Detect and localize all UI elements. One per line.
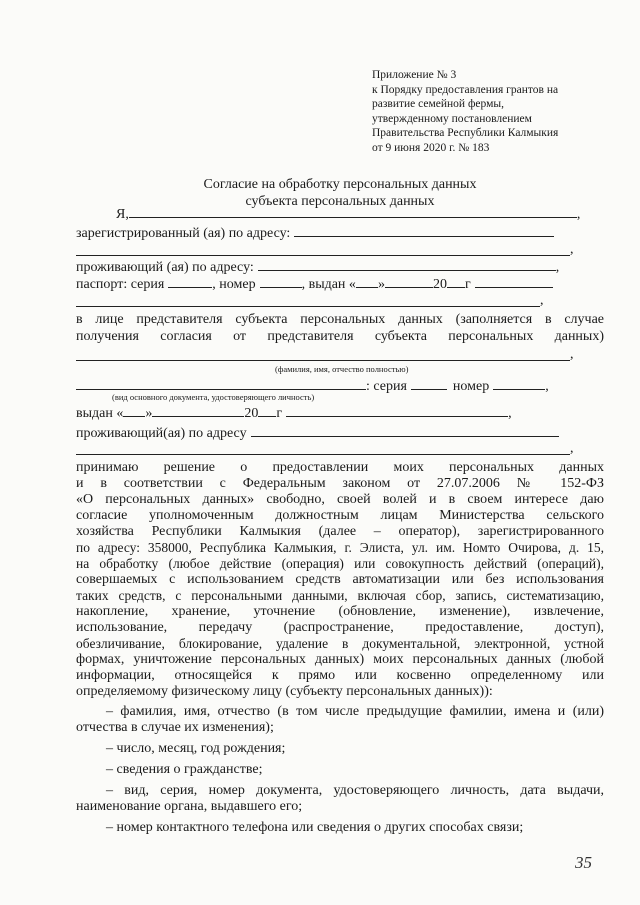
representative-fio-blank[interactable] (76, 360, 570, 361)
appendix-line: от 9 июня 2020 г. № 183 (372, 141, 490, 154)
comma: , (570, 441, 574, 456)
rep-living-address-blank[interactable] (251, 424, 559, 437)
rep-issued-month-blank[interactable] (152, 404, 244, 417)
appendix-line: к Порядку предоставления грантов на (372, 83, 559, 96)
list-item: – номер контактного телефона или сведения о других способах связи; (106, 820, 524, 835)
year-suffix: г (464, 277, 471, 292)
rep-number-label: номер (452, 379, 490, 394)
rep-issued-label: выдан « (76, 406, 124, 421)
comma: , (570, 347, 574, 362)
appendix-line: утвержденному постановлением (372, 112, 532, 125)
body-line: таких средств, с персональными данными, включая сбор, запись, систематизацию, (76, 588, 604, 603)
rep-series-blank[interactable] (411, 377, 447, 390)
representative-line-1: в лице представителя субъекта персональных данных (заполняется в случае (76, 312, 604, 327)
body-line: и в соответствии с Федеральным законом от 27.07.2006 № 152-ФЗ (76, 476, 604, 491)
name-blank[interactable] (129, 205, 577, 218)
appendix-line: развитие семейной фермы, (372, 98, 504, 111)
fio-caption: (фамилия, имя, отчество полностью) (275, 364, 409, 374)
rep-number-blank[interactable] (493, 377, 545, 390)
rep-series-label: : серия (366, 379, 407, 394)
passport-series-blank[interactable] (168, 275, 212, 288)
body-line: использование, передачу (распространение, предоставление, доступ), (76, 620, 604, 635)
body-line: хозяйства Республики Калмыкия (далее – оператор), зарегистрированного (76, 524, 604, 539)
title-line-1: Согласие на обработку персональных данных (203, 177, 477, 192)
quote-close: » (377, 277, 385, 292)
comma: , (545, 379, 549, 394)
appendix-line: Приложение № 3 (372, 69, 457, 81)
comma: , (555, 260, 560, 275)
body-line: информации, относящейся к прямо или косвенно определенному или (76, 668, 604, 683)
rep-living-address-blank-2[interactable] (76, 454, 570, 455)
registered-label: зарегистрированный (ая) по адресу: (76, 226, 291, 241)
body-line: «О персональных данных» свободно, своей волей и в своем интересе даю (76, 492, 604, 507)
comma: , (508, 406, 512, 421)
body-line: формах, уничтожение персональных данных) моих персональных данных (любой (76, 652, 604, 667)
body-line: определяемому физическому лицу (субъекту персональных данных)): (76, 684, 493, 699)
living-address-blank[interactable] (258, 258, 556, 271)
year-suffix: г (276, 406, 283, 421)
body-line: принимаю решение о предоставлении моих персональных данных (76, 460, 604, 475)
registered-address-blank-2[interactable] (76, 255, 570, 256)
rep-issued-by-blank[interactable] (286, 404, 508, 417)
ya-label: Я, (116, 207, 129, 222)
list-item: – фамилия, имя, отчество (в том числе предыдущие фамилии, имена и (или) (106, 704, 604, 719)
passport-issued-by-blank-2[interactable] (76, 306, 540, 307)
list-item: – сведения о гражданстве; (106, 762, 263, 777)
passport-number-blank[interactable] (260, 275, 302, 288)
form-line-name (116, 205, 580, 223)
body-line: согласие уполномоченным должностным лицам Министерства сельского (76, 508, 604, 523)
form-line-passport (76, 275, 553, 293)
rep-issued-year-blank[interactable] (258, 404, 276, 417)
list-item: отчества в случае их изменения); (76, 720, 274, 735)
passport-series-label: паспорт: серия (76, 277, 165, 292)
form-line-registered (76, 224, 554, 242)
body-line: по адресу: 358000, Республика Калмыкия, г. Элиста, ул. им. Номто Очирова, д. 15, (76, 540, 604, 555)
rep-issued-day-blank[interactable] (123, 404, 145, 417)
representative-line-2: получения согласия от представителя субъекта персональных данных) (76, 329, 604, 344)
form-line-rep-issued (76, 404, 512, 422)
comma: , (540, 293, 544, 308)
body-line: накопление, хранение, уточнение (обновление, изменение), извлечение, (76, 604, 604, 619)
body-line: совершаемых с использованием средств автоматизации или без использования (76, 572, 604, 587)
passport-number-label: , номер (212, 277, 256, 292)
page-number: 35 (575, 853, 592, 872)
year-prefix: 20 (432, 277, 447, 292)
appendix-line: Правительства Республики Калмыкия (372, 127, 559, 140)
rep-document-type-blank[interactable] (76, 377, 366, 390)
title-line-2: субъекта персональных данных (245, 194, 435, 209)
rep-living-label: проживающий(ая) по адресу (76, 426, 247, 441)
quote-close: » (145, 406, 153, 421)
list-item: – вид, серия, номер документа, удостоверяющего личность, дата выдачи, (106, 783, 604, 798)
body-line: обезличивание, блокирование, удаление в документальной, электронной, устной (76, 636, 604, 651)
living-label: проживающий (ая) по адресу: (76, 260, 254, 275)
year-prefix: 20 (244, 406, 259, 421)
comma: , (576, 207, 581, 222)
registered-address-blank[interactable] (294, 224, 554, 237)
form-line-living (76, 258, 559, 276)
list-item: – число, месяц, год рождения; (106, 741, 286, 756)
form-line-rep-living (76, 424, 559, 442)
issued-by-blank[interactable] (475, 275, 553, 288)
comma: , (570, 242, 574, 257)
appendix-header (372, 68, 558, 156)
issued-month-blank[interactable] (385, 275, 433, 288)
list-item: наименование органа, выдавшего его; (76, 799, 303, 814)
doc-caption: (вид основного документа, удостоверяющего личность) (112, 392, 315, 402)
issued-label: , выдан « (301, 277, 356, 292)
issued-year-blank[interactable] (447, 275, 465, 288)
issued-day-blank[interactable] (356, 275, 378, 288)
body-line: на обработку (любое действие (операция) или совокупность действий (операций), (76, 556, 604, 571)
